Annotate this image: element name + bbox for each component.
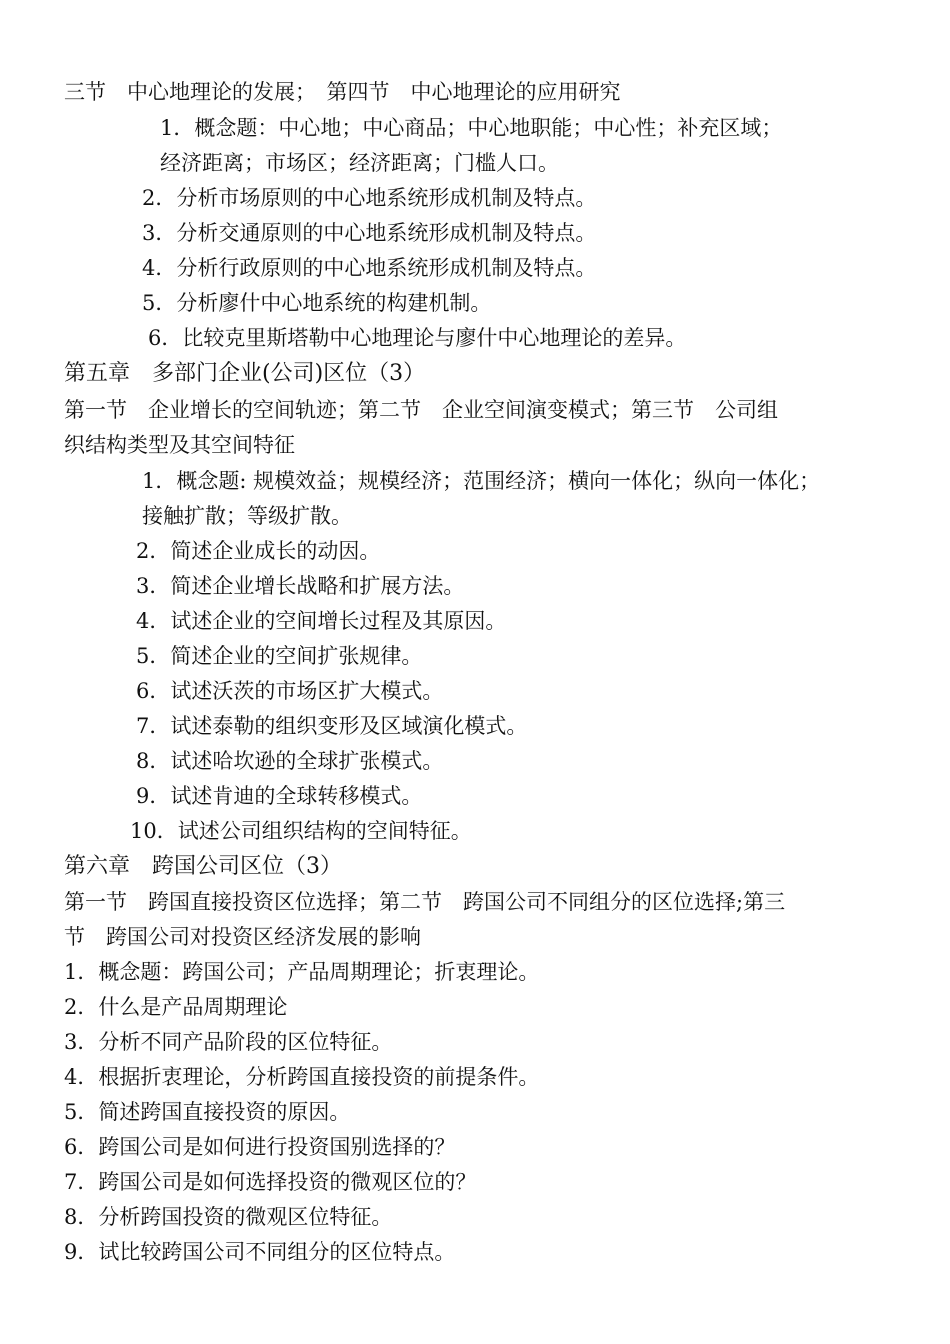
section-heading-line: 三节 中心地理论的发展； 第四节 中心地理论的应用研究 <box>64 80 621 104</box>
section-heading-line: 节 跨国公司对投资区经济发展的影响 <box>64 925 421 949</box>
question-line: 6．跨国公司是如何进行投资国别选择的？ <box>64 1135 456 1159</box>
question-line: 8．分析跨国投资的微观区位特征。 <box>64 1205 393 1229</box>
question-line: 2．分析市场原则的中心地系统形成机制及特点。 <box>142 186 597 210</box>
chapter-heading: 第五章 多部门企业(公司)区位（3） <box>64 361 426 386</box>
question-line: 经济距离；市场区；经济距离；门槛人口。 <box>160 151 559 175</box>
question-line: 7．试述泰勒的组织变形及区域演化模式。 <box>136 714 528 738</box>
question-line: 2．简述企业成长的动因。 <box>136 539 381 563</box>
section-heading-line: 织结构类型及其空间特征 <box>64 433 295 457</box>
question-line: 9．试比较跨国公司不同组分的区位特点。 <box>64 1240 456 1264</box>
question-line: 9．试述肯迪的全球转移模式。 <box>136 784 423 808</box>
question-line: 2．什么是产品周期理论 <box>64 995 288 1019</box>
question-line: 4．试述企业的空间增长过程及其原因。 <box>136 609 507 633</box>
question-line: 5．简述企业的空间扩张规律。 <box>136 644 423 668</box>
section-heading-line: 第一节 跨国直接投资区位选择；第二节 跨国公司不同组分的区位选择;第三 <box>64 890 786 914</box>
question-line: 1．概念题：中心地；中心商品；中心地职能；中心性；补充区域； <box>160 116 783 140</box>
question-line: 4．分析行政原则的中心地系统形成机制及特点。 <box>142 256 597 280</box>
question-line: 3．简述企业增长战略和扩展方法。 <box>136 574 465 598</box>
question-line: 3．分析不同产品阶段的区位特征。 <box>64 1030 393 1054</box>
question-line: 4．根据折衷理论，分析跨国直接投资的前提条件。 <box>64 1065 540 1089</box>
question-line: 5．简述跨国直接投资的原因。 <box>64 1100 351 1124</box>
question-line: 1．概念题: 规模效益；规模经济；范围经济；横向一体化；纵向一体化； <box>142 469 821 493</box>
question-line: 7．跨国公司是如何选择投资的微观区位的？ <box>64 1170 477 1194</box>
question-line: 6．试述沃茨的市场区扩大模式。 <box>136 679 444 703</box>
question-line: 6．比较克里斯塔勒中心地理论与廖什中心地理论的差异。 <box>148 326 687 350</box>
section-heading-line: 第一节 企业增长的空间轨迹；第二节 企业空间演变模式；第三节 公司组 <box>64 398 778 422</box>
question-line: 5．分析廖什中心地系统的构建机制。 <box>142 291 492 315</box>
question-line: 1．概念题：跨国公司；产品周期理论；折衷理论。 <box>64 960 540 984</box>
chapter-heading: 第六章 跨国公司区位（3） <box>64 854 342 879</box>
question-line: 接触扩散；等级扩散。 <box>142 504 352 528</box>
question-line: 10．试述公司组织结构的空间特征。 <box>130 819 472 843</box>
question-line: 3．分析交通原则的中心地系统形成机制及特点。 <box>142 221 597 245</box>
question-line: 8．试述哈坎逊的全球扩张模式。 <box>136 749 444 773</box>
